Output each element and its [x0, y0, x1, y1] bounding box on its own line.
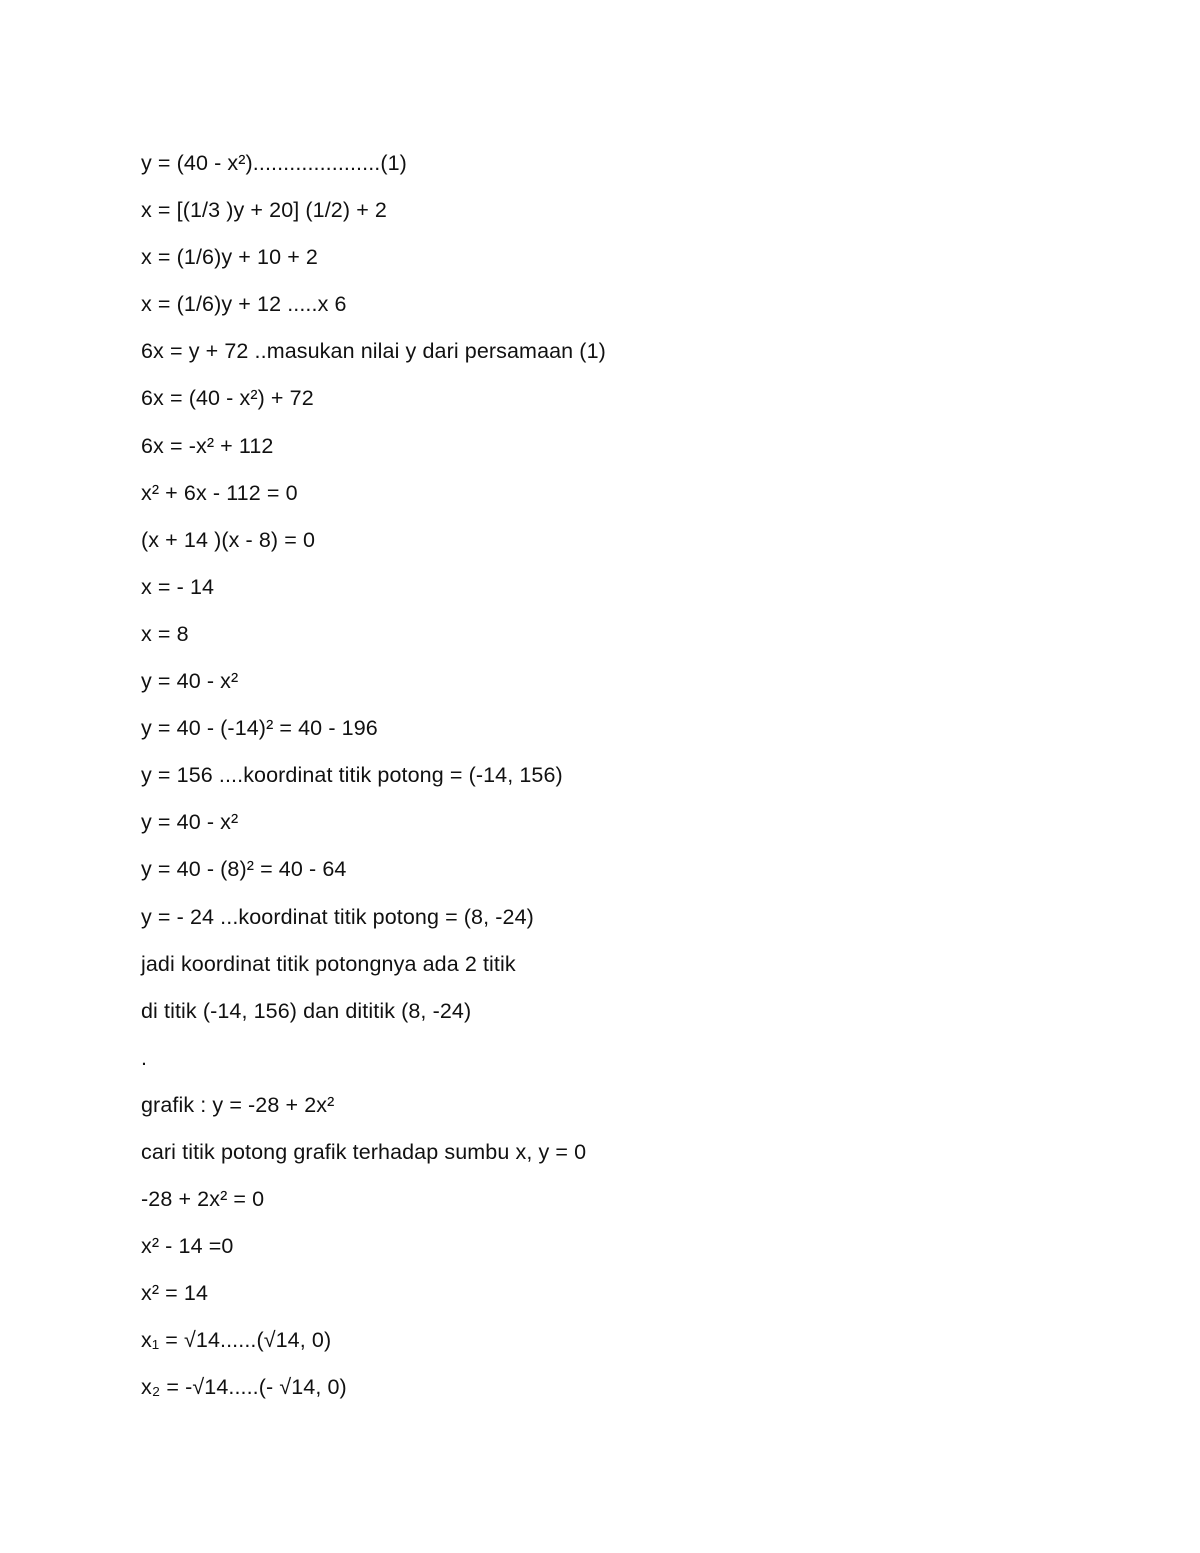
- conclusion-line: di titik (-14, 156) dan dititik (8, -24): [141, 998, 472, 1023]
- text-line: y = 40 - x²: [141, 669, 239, 694]
- text-line: x = - 14: [141, 574, 215, 599]
- text-line: y = 40 - (8)² = 40 - 64: [141, 857, 347, 882]
- text-line: 6x = -x² + 112: [141, 433, 274, 458]
- text-line: x² = 14: [141, 1281, 209, 1306]
- conclusion-line: jadi koordinat titik potongnya ada 2 titik: [141, 951, 516, 976]
- document-body: [141, 147, 1041, 1419]
- text-line: 6x = (40 - x²) + 72: [141, 386, 314, 411]
- text-line: y = (40 - x²).....................(1): [141, 151, 407, 175]
- text-line: x = [(1/3 )y + 20] (1/2) + 2: [141, 198, 387, 223]
- text-line: y = 40 - x²: [141, 810, 239, 835]
- text-line: x = (1/6)y + 10 + 2: [141, 245, 318, 270]
- text-line: x = 8: [141, 621, 189, 646]
- text-line: grafik : y = -28 + 2x²: [141, 1092, 335, 1117]
- text-line: 6x = y + 72 ..masukan nilai y dari persamaan (1): [141, 339, 606, 364]
- text-line: y = - 24 ...koordinat titik potong = (8, -24): [141, 904, 534, 929]
- text-line: x² - 14 =0: [141, 1234, 234, 1259]
- text-line: x = (1/6)y + 12 .....x 6: [141, 292, 347, 317]
- text-line: x₁ = √14......(√14, 0): [141, 1328, 332, 1353]
- text-line: (x + 14 )(x - 8) = 0: [141, 527, 316, 552]
- text-line: y = 40 - (-14)² = 40 - 196: [141, 716, 378, 741]
- text-line: cari titik potong grafik terhadap sumbu x, y = 0: [141, 1139, 587, 1164]
- text-line: -28 + 2x² = 0: [141, 1187, 265, 1212]
- separator-dot: .: [141, 1045, 148, 1070]
- text-line: y = 156 ....koordinat titik potong = (-14, 156): [141, 763, 563, 788]
- text-line: x² + 6x - 112 = 0: [141, 480, 298, 505]
- text-line: x₂ = -√14.....(- √14, 0): [141, 1375, 347, 1400]
